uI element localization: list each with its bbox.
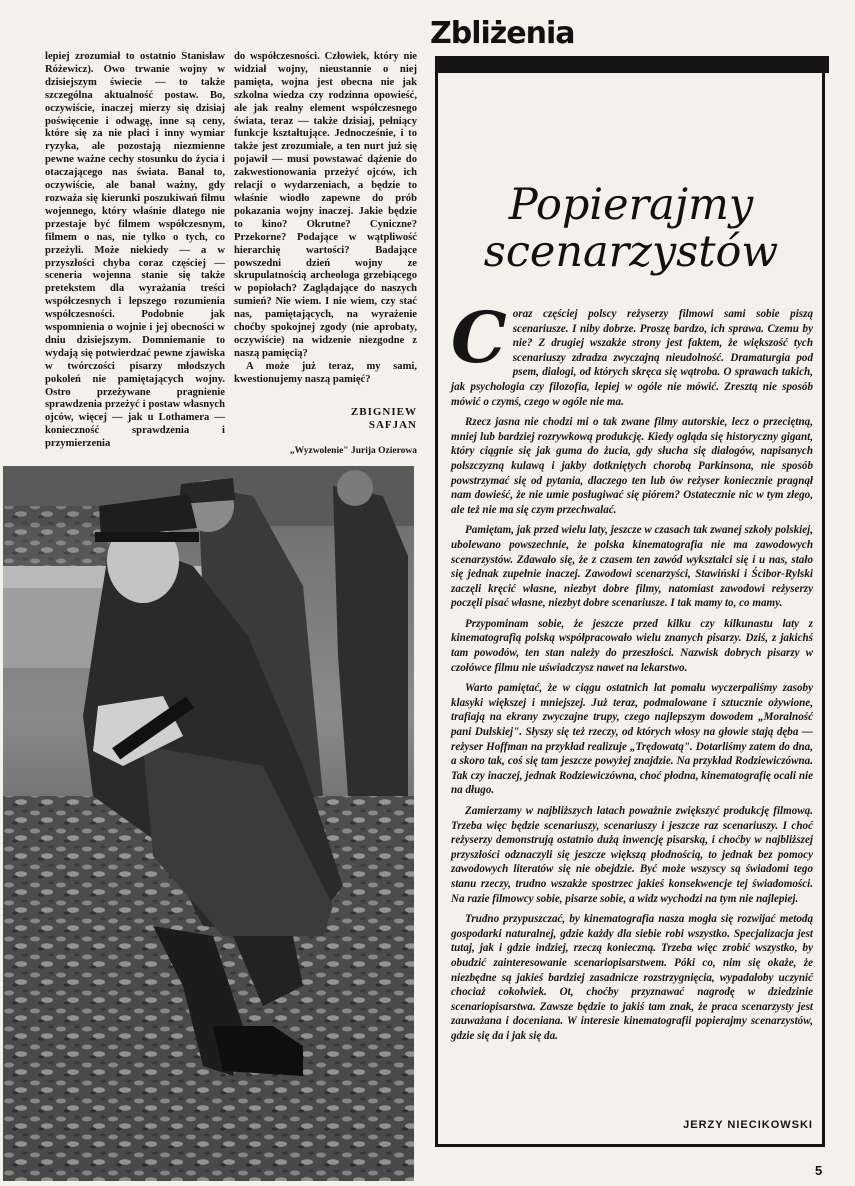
article-paragraph: Przypominam sobie, że jeszcze przed kilku czy kilkunastu laty z kinematografią polską współpracowało wielu znanych pisarzy. Dziś, z jakichś tam powodów, ten stan należy do przeszłości. Nazwisk dobrych pisarzy w czołówce filmu nie uświadczysz nawet na lekarstwo. — [451, 617, 813, 674]
signature-last-name: SAFJAN — [368, 419, 417, 431]
page-number: 5 — [815, 1163, 823, 1178]
film-still-photo — [3, 466, 414, 1181]
article-title-line-1: Popierajmy — [508, 180, 754, 230]
photo-caption: „Wyzwolenie" Jurija Ozierowa — [289, 446, 417, 456]
signature-zbigniew-safjan — [300, 406, 417, 432]
article-paragraph: Zamierzamy w najbliższych latach poważnie zwiększyć produkcję filmową. Trzeba więc będzie scenariuszy, scenariuszy i jeszcze raz scenariuszy. I choć reżyserzy demonstrują ostatnio dużą inwencję pisarską, i choćby w najbliższej przyszłości odznaczyli się jeszcze większą płodnością, to jednak bez pomocy zawodowych literatów się nie obejdzie. Być może wszyscy są świadomi tego stanu rzeczy, trudno wszakże spostrzec jakieś konsekwencje tej świadomości. Na razie filmowcy sobie, pisarze sobie, a widz wychodzi na tym nie najlepiej. — [451, 805, 813, 905]
middle-text-column — [234, 51, 417, 387]
article-body — [451, 296, 813, 1050]
article-paragraph: Rzecz jasna nie chodzi mi o tak zwane filmy autorskie, lecz o przeciętną, mniej lub bardziej rozrywkową produkcję. Kiedy ogląda się historyczny gigant, który ciągnie się jak guma do żucia, gdy słucha się dialogów, napisanych polszczyzną kulawą i jakby dotkniętych chorobą Parkinsona, nie sposób powstrzymać się od pytania, dlaczego ten lub ów reżyser koniecznie pragnął nam dowieść, że nie umie posługiwać się piórem? Ostatecznie nic w tym złego, ale też nie ma się czym przechwalać. — [451, 416, 813, 516]
article-paragraph: Pamiętam, jak przed wielu laty, jeszcze w czasach tak zwanej szkoły polskiej, ubolewano powszechnie, że polska kinematografia nie ma zawodowych scenarzystów. Zdawało się, że z czasem ten zawód wykształci się i u nas, stało się jednak zupełnie inaczej. Zawodowi scenarzyści, Stawiński i Ścibor-Rylski zaczęli kręcić własne, niezbyt dobre filmy, natomiast zawodowi reżyserzy poczęli pisać własne, niezbyt dobre scenariusze. I tak mamy to, co mamy. — [451, 524, 813, 610]
article-first-paragraph-text: oraz częściej polscy reżyserzy filmowi sami sobie piszą scenariusze. I niby dobrze. Proszę bardzo, ich sprawa. Czemu by nie? Z drugiej wszakże strony jest faktem, że większość tych scenariuszy zdradza zwyczajną nieudolność. Dramaturgia pod psem, dialogi, od których skręca się wątroba. O sprawach takich, jak psychologia czy filozofia, lepiej w ogóle nie mówić. Zresztą nie sposób mówić o czymś, czego w ogóle nie ma. — [451, 308, 813, 408]
article-first-paragraph — [451, 296, 813, 409]
middle-column-closing-paragraph: A może już teraz, my sami, kwestionujemy naszą pamięć? — [234, 360, 417, 385]
article-title-line-2: scenarzystów — [483, 227, 779, 277]
article-paragraph: Trudno przypuszczać, by kinematografia nasza mogła się rozwijać metodą gospodarki naturalnej, gdzie każdy dla siebie robi wszystko. Specjalizacja jest tutaj, jak i gdzie indziej, rzeczą konieczną. Trzeba więc zrobić wszystko, by obudzić zainteresowanie scenariopisarstwem. Póki co, nim się okaże, że niezbędne są jakieś bardziej zasadnicze rozstrzygnięcia, wypadałoby uczynić chociaż cokolwiek. Ot, choćby przyznawać nagrodę w dziedzinie scenariopisarstwa. Zawsze będzie to jakiś tam znak, że praca scenarzysty jest zauważana i doceniana. W interesie kinematografii popierajmy scenarzystów, gdzie się da i jak się da. — [451, 913, 813, 1042]
left-text-column — [45, 51, 225, 451]
middle-column-paragraph: do współczesności. Człowiek, który nie widział wojny, nieustannie o niej pamięta, wojna jest obecna nie jak szkolna wiedza czy rodzinna opowieść, ale jak realny element współczesnego świata, teraz — także dzisiaj, pełniący funkcje kształtujące. Jednocześnie, i to także jest zrozumiałe, a ten nurt już się pojawił — musi powstawać dążenie do zakwestionowania przeżyć ojców, ich relacji o wydarzeniach, a będzie to właśnie wiodło zapewne do prób pokazania wojny inaczej. Jakie będzie to kino? Okrutne? Cyniczne? Przekorne? Podające w wątpliwość hierarchię wartości? Badające powszedni dzień wojny ze skrupulatnością archeologa grzebiącego w popiołach? Zaglądające do naszych sumień? Nie wiem. I nie wiem, czy stać nas, pamiętających, na wyrażenie choćby spokojnej zgody (nie aprobaty, oczywiście) na widzenie niezgodne z naszą pamięcią? — [234, 51, 417, 359]
section-header: Zbliżenia — [430, 16, 575, 51]
signature-first-name: ZBIGNIEW — [350, 406, 417, 418]
article-title — [438, 182, 824, 276]
left-column-paragraph: lepiej zrozumiał to ostatnio Stanisław Różewicz). Owo trwanie wojny w dzisiejszym świecie — to także szczególna aktualność postaw. Bo, oczywiście, inaczej mierzy się dzisiaj poświęcenie i odwagę, inne są ceny, które się za nie płaci i inny wymiar ryzyka, ale pozostają niezmienne pewne ważne cechy stosunku do życia i otaczającego nas świata. Banał to, oczywiście, ale banał ważny, gdy rozważa się kierunki poszukiwań filmu wojennego, który właśnie dlatego nie przestaje być filmem współczesnym, filmem o nas, nie tylko o tych, co przeżyli. Może niekiedy — a w przyszłości chyba coraz częściej — sceneria wojenna stanie się także pretekstem dla wyrażania treści współczesnych i lepszego rozumienia współczesności. Podobnie jak wspomnienia o wojnie i jej obecności w dniu dzisiejszym. Domniemanie to wydają się potwierdzać pewne zjawiska w twórczości pisarzy młodszych pokoleń nie pamiętających wojny. Ostro przeżywane pragnienie sprawdzenia przeżyć i postaw własnych ojców, więcej — jak u Lothamera — konieczność sprawdzenia i przymierzenia — [45, 51, 225, 450]
soldier-photo-illustration — [3, 466, 414, 1181]
article-author: JERZY NIECIKOWSKI — [683, 1119, 813, 1131]
drop-cap: C — [451, 296, 507, 379]
article-paragraph: Warto pamiętać, że w ciągu ostatnich lat pomału wyczerpaliśmy zasoby klasyki większej i mniejszej. Już teraz, podmalowane i sztucznie ożywione, trafiają na ekrany zwyczajne trupy, czego najlepszym dowodem „Moralność pani Dulskiej". Słyszy się też rzeczy, od których włosy na głowie stają dęba — reżyser Hoffman na przykład realizuje „Trędowatą". Dotarliśmy zatem do dna, a skoro tak, coś się tam jeszcze powyżej znajdzie. Na przykład Rodziewiczówna. Tak czy inaczej, jednak Rodziewiczówna, choć płodna, kinematografię ocali nie na długo. — [451, 682, 813, 797]
